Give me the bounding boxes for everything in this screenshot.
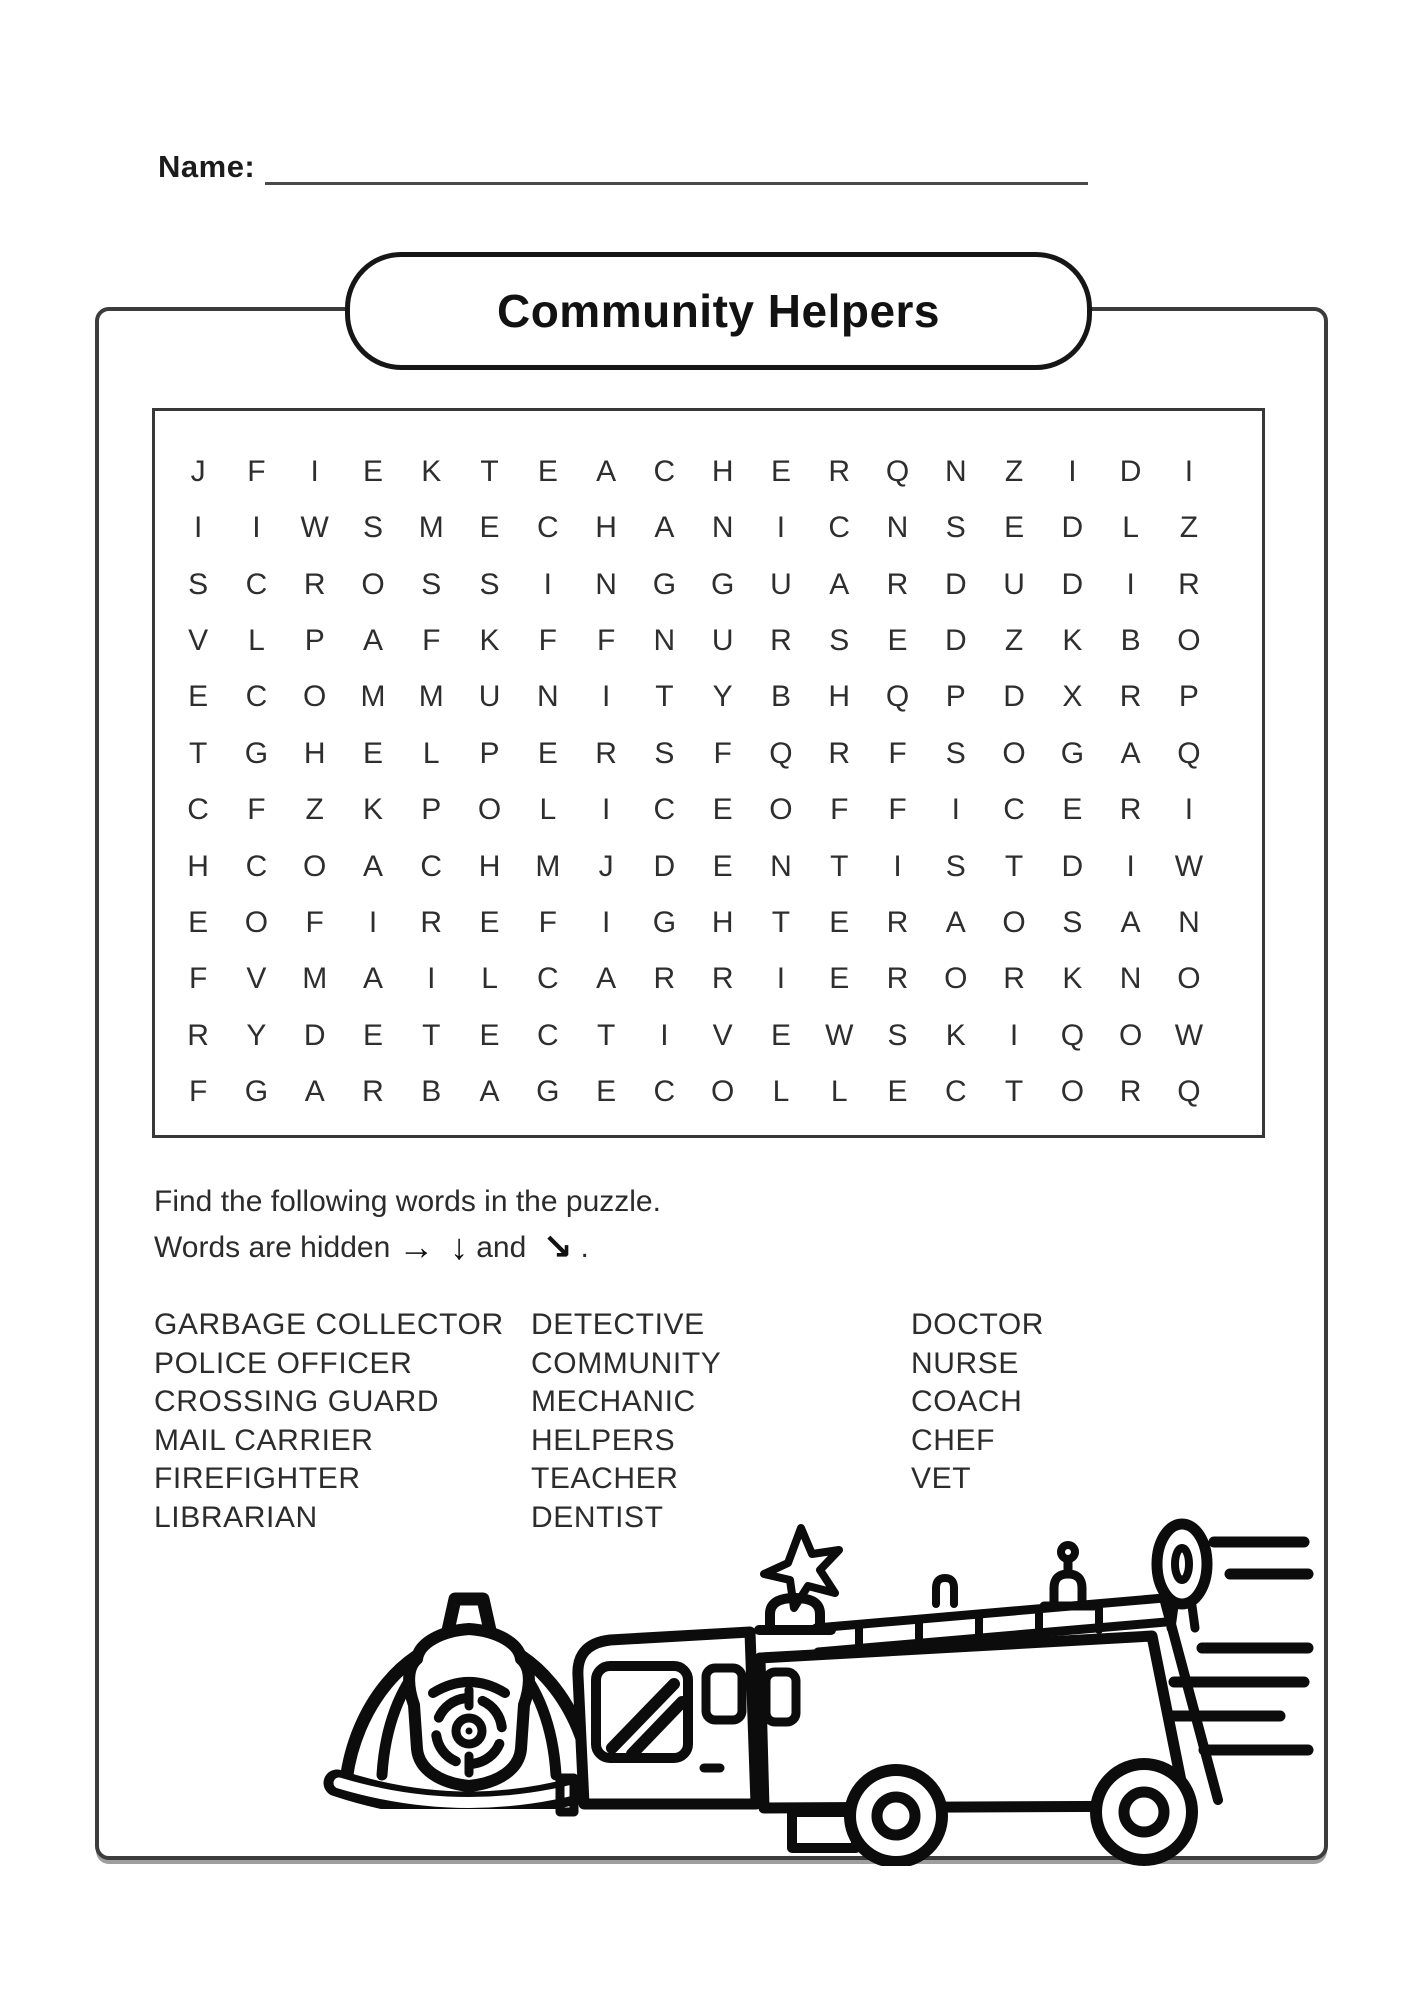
grid-letter: I (1184, 793, 1194, 827)
instructions-line-1: Find the following words in the puzzle. (154, 1185, 661, 1218)
grid-letter: M (302, 962, 328, 996)
grid-letter: S (829, 624, 850, 658)
grid-letter: I (660, 1018, 669, 1052)
grid-letter: E (596, 1074, 617, 1108)
grid-letter: H (595, 511, 617, 545)
grid-letter: Q (1177, 1074, 1201, 1108)
grid-letter: I (601, 680, 611, 714)
grid-letter: V (712, 1018, 733, 1052)
grid-letter: W (1174, 1018, 1204, 1052)
grid-letter: M (535, 849, 561, 883)
grid-letter: L (830, 1074, 848, 1108)
grid-letter: O (244, 905, 269, 939)
grid-letter: S (945, 511, 966, 545)
grid-letter: N (1119, 962, 1142, 996)
grid-row (169, 511, 1218, 545)
grid-letter: Q (885, 680, 910, 714)
grid-letter: E (829, 905, 850, 939)
grid-letter: R (420, 905, 443, 939)
grid-letter: U (478, 680, 501, 714)
word-item: FIREFIGHTER (154, 1462, 361, 1495)
word-item: DOCTOR (911, 1308, 1045, 1341)
grid-letter: I (1184, 455, 1194, 488)
grid-letter: V (188, 624, 209, 658)
grid-letter: U (1003, 567, 1025, 601)
grid-letter: H (828, 680, 851, 714)
grid-letter: R (828, 455, 851, 488)
grid-letter: O (1177, 962, 1201, 996)
grid-letter: R (1003, 962, 1025, 996)
grid-letter: I (252, 511, 261, 545)
grid-letter: W (1174, 849, 1204, 883)
grid-letter: F (188, 1074, 208, 1108)
grid-letter: C (245, 849, 268, 883)
grid-letter: A (362, 962, 383, 996)
grid-letter: I (1126, 849, 1135, 883)
grid-letter: E (479, 511, 500, 545)
word-item: HELPERS (531, 1423, 676, 1457)
grid-letter: R (1119, 680, 1142, 714)
grid-letter: R (595, 736, 617, 770)
grid-letter: Z (1004, 455, 1024, 488)
word-column (154, 1306, 504, 1537)
grid-letter: G (244, 736, 269, 770)
grid-row (169, 906, 1218, 940)
grid-letter: W (825, 1018, 854, 1052)
grid-letter: A (304, 1074, 325, 1108)
grid-letter: A (654, 511, 675, 545)
word-item: CHEF (911, 1423, 996, 1457)
grid-letter: G (652, 905, 677, 939)
grid-letter: I (776, 962, 786, 996)
grid-letter: R (1119, 1074, 1142, 1108)
grid-letter: C (828, 511, 851, 545)
grid-letter: C (653, 1074, 676, 1108)
grid-letter: G (244, 1074, 269, 1108)
grid-letter: C (944, 1074, 967, 1108)
grid-letter: Q (885, 455, 910, 488)
grid-letter: T (655, 680, 674, 714)
grid-letter: R (770, 624, 792, 658)
grid-letter: D (944, 624, 967, 658)
grid-letter: F (713, 736, 732, 770)
arrow-right-icon: → (398, 1226, 435, 1267)
grid-row (169, 793, 1218, 827)
grid-letter: I (893, 849, 902, 883)
grid-letter: H (711, 455, 734, 488)
grid-letter: O (361, 567, 385, 601)
grid-letter: C (245, 680, 268, 714)
grid-letter: K (421, 455, 442, 488)
grid-letter: P (479, 736, 500, 770)
grid-letter: L (1122, 511, 1139, 545)
grid-letter: S (654, 736, 675, 770)
word-item: COMMUNITY (531, 1346, 722, 1380)
grid-letter: I (543, 567, 552, 601)
grid-letter: H (478, 849, 501, 883)
grid-letter: P (1178, 680, 1199, 714)
worksheet-frame (95, 307, 1328, 1860)
grid-letter: I (1009, 1018, 1019, 1052)
grid-letter: D (1061, 567, 1084, 601)
grid-letter: D (1003, 680, 1025, 714)
grid-letter: L (772, 1074, 790, 1108)
grid-letter: U (770, 567, 792, 601)
grid-letter: W (300, 511, 329, 545)
grid-letter: Z (1004, 624, 1024, 658)
grid-letter: F (247, 793, 266, 827)
word-column (911, 1306, 1044, 1499)
grid-letter: M (360, 680, 386, 714)
grid-row (169, 1019, 1218, 1053)
grid-letter: O (477, 793, 502, 827)
grid-row (169, 680, 1218, 714)
grid-letter: L (481, 962, 498, 996)
grid-letter: H (711, 905, 734, 939)
grid-letter: O (1118, 1018, 1143, 1052)
grid-letter: X (1062, 680, 1083, 714)
grid-letter: K (1062, 624, 1083, 658)
grid-letter: G (1060, 736, 1085, 770)
grid-letter: O (303, 849, 327, 883)
grid-letter: D (1061, 511, 1084, 545)
name-row (158, 148, 1088, 185)
grid-letter: O (303, 680, 327, 714)
grid-letter: R (362, 1074, 384, 1108)
grid-letter: K (479, 624, 500, 658)
grid-letter: R (187, 1018, 209, 1052)
grid-letter: H (187, 849, 209, 883)
grid-letter: C (536, 1018, 559, 1052)
grid-letter: E (362, 455, 383, 488)
grid-letter: D (303, 1018, 326, 1052)
grid-letter: P (304, 624, 325, 658)
grid-letter: Q (1060, 1018, 1085, 1052)
grid-letter: G (711, 567, 735, 601)
grid-letter: A (479, 1074, 500, 1108)
grid-letter: F (188, 962, 208, 996)
grid-letter: R (886, 905, 909, 939)
grid-letter: F (538, 905, 557, 939)
grid-letter: M (418, 511, 444, 545)
grid-letter: E (479, 1018, 500, 1052)
grid-letter: Y (246, 1018, 267, 1052)
grid-letter: O (1177, 624, 1201, 658)
grid-letter: D (1119, 455, 1142, 488)
grid-letter: I (368, 905, 378, 939)
grid-letter: O (944, 962, 968, 996)
grid-letter: I (601, 905, 611, 939)
grid-letter: A (362, 624, 383, 658)
grid-letter: N (886, 511, 909, 545)
grid-letter: T (1004, 849, 1024, 883)
grid-letter: R (1119, 793, 1142, 827)
grid-letter: E (887, 624, 908, 658)
word-item: MECHANIC (531, 1385, 696, 1418)
grid-letter: Y (712, 680, 733, 714)
grid-letter: C (187, 793, 209, 827)
grid-letter: A (1120, 736, 1141, 770)
grid-letter: R (303, 567, 326, 601)
grid-letter: C (653, 455, 676, 488)
grid-letter: O (1002, 905, 1026, 939)
word-item: TEACHER (531, 1462, 679, 1495)
grid-letter: S (945, 736, 966, 770)
grid-letter: D (653, 849, 676, 883)
instructions-line-2: Words are hidden → ↓ and ↘ . (154, 1226, 589, 1267)
grid-letter: T (188, 736, 208, 770)
grid-letter: T (596, 1018, 616, 1052)
grid-letter: Q (769, 736, 793, 770)
word-item: COACH (911, 1385, 1023, 1418)
grid-letter: G (652, 567, 677, 601)
title-banner (345, 252, 1092, 370)
grid-letter: T (480, 455, 499, 488)
grid-letter: E (712, 793, 733, 827)
grid-letter: P (945, 680, 966, 714)
grid-letter: T (422, 1018, 441, 1052)
grid-letter: A (362, 849, 383, 883)
grid-letter: E (887, 1074, 908, 1108)
grid-letter: F (422, 624, 441, 658)
grid-letter: C (653, 793, 676, 827)
grid-letter: F (247, 455, 266, 488)
grid-row (169, 850, 1218, 884)
grid-letter: O (1060, 1074, 1085, 1108)
grid-letter: E (479, 905, 500, 939)
grid-letter: B (770, 680, 791, 714)
grid-letter: A (596, 455, 617, 488)
grid-letter: A (1120, 905, 1141, 939)
word-item: VET (911, 1462, 972, 1495)
word-item: LIBRARIAN (154, 1500, 318, 1534)
grid-letter: F (888, 793, 907, 827)
grid-letter: I (1068, 455, 1077, 488)
grid-letter: D (944, 567, 967, 601)
grid-letter: E (188, 680, 209, 714)
grid-letter: I (193, 511, 203, 545)
grid-letter: I (427, 962, 436, 996)
grid-letter: I (1126, 567, 1135, 601)
grid-letter: L (248, 624, 265, 658)
grid-letter: B (421, 1074, 442, 1108)
grid-letter: N (1178, 905, 1200, 939)
grid-letter: E (537, 736, 558, 770)
grid-letter: I (310, 455, 319, 488)
grid-letter: Z (305, 793, 324, 827)
grid-letter: C (245, 567, 268, 601)
grid-letter: P (421, 793, 442, 827)
grid-letter: A (945, 905, 966, 939)
grid-letter: R (1178, 567, 1200, 601)
instructions (154, 1179, 661, 1270)
grid-letter: B (1120, 624, 1141, 658)
grid-letter: K (1062, 962, 1083, 996)
grid-letter: N (944, 455, 967, 488)
grid-letter: E (770, 455, 791, 488)
grid-letter: N (595, 567, 617, 601)
grid-row (169, 568, 1218, 602)
grid-letter: C (420, 849, 443, 883)
word-item: CROSSING GUARD (154, 1385, 440, 1418)
grid-letter: A (829, 567, 850, 601)
word-column (531, 1306, 721, 1537)
word-item: DENTIST (531, 1500, 664, 1534)
grid-letter: L (422, 736, 440, 770)
grid-letter: O (769, 793, 793, 827)
grid-letter: M (418, 680, 444, 714)
grid-row (169, 962, 1218, 996)
grid-letter: J (190, 455, 206, 488)
grid-letter: R (886, 962, 909, 996)
grid-letter: F (888, 736, 907, 770)
grid-letter: E (770, 1018, 791, 1052)
grid-letter: E (362, 736, 383, 770)
grid-letter: C (1003, 793, 1025, 827)
grid-letter: H (303, 736, 326, 770)
grid-letter: O (1002, 736, 1026, 770)
grid-letter: T (830, 849, 849, 883)
grid-letter: S (188, 567, 209, 601)
grid-row (169, 1075, 1218, 1109)
grid-letter: R (711, 962, 734, 996)
word-item: GARBAGE COLLECTOR (154, 1308, 504, 1341)
grid-letter: S (1062, 905, 1083, 939)
grid-letter: T (771, 905, 791, 939)
grid-letter: R (653, 962, 676, 996)
arrow-down-icon: ↓ (450, 1226, 469, 1267)
grid-letter: C (536, 962, 559, 996)
grid-letter: G (536, 1074, 560, 1108)
grid-letter: K (362, 793, 383, 827)
grid-letter: F (596, 624, 616, 658)
grid-letter: S (362, 511, 383, 545)
word-item: MAIL CARRIER (154, 1423, 374, 1457)
grid-letter: T (1004, 1074, 1024, 1108)
grid-letter: F (830, 793, 849, 827)
grid-letter: F (305, 905, 324, 939)
grid-letter: A (596, 962, 617, 996)
grid-letter: E (829, 962, 850, 996)
grid-letter: E (537, 455, 558, 488)
page-title: Community Helpers (496, 285, 941, 337)
word-item: DETECTIVE (531, 1308, 705, 1341)
grid-letter: I (601, 793, 611, 827)
word-search-grid (152, 408, 1265, 1138)
grid-letter: N (536, 680, 559, 714)
grid-letter: E (362, 1018, 383, 1052)
grid-letter: L (539, 793, 557, 827)
grid-letter: S (479, 567, 500, 601)
grid-letter: K (945, 1018, 966, 1052)
grid-row (169, 737, 1218, 771)
grid-letter: E (1062, 793, 1083, 827)
grid-letter: Q (1177, 736, 1201, 770)
word-item: NURSE (911, 1346, 1020, 1380)
grid-row (169, 455, 1218, 489)
grid-row (169, 624, 1218, 658)
grid-letter: R (886, 567, 909, 601)
grid-letter: E (712, 849, 733, 883)
grid-letter: S (421, 567, 442, 601)
grid-letter: J (598, 849, 614, 883)
grid-letter: O (711, 1074, 735, 1108)
fire-truck-icon (554, 1506, 1314, 1866)
word-item: POLICE OFFICER (154, 1346, 413, 1380)
grid-letter: E (1004, 511, 1025, 545)
grid-letter: Z (1179, 511, 1199, 545)
grid-letter: D (1061, 849, 1084, 883)
grid-letter: N (711, 511, 734, 545)
grid-letter: R (828, 736, 851, 770)
grid-letter: F (538, 624, 557, 658)
grid-letter: V (246, 962, 267, 996)
name-label: Name: (158, 149, 256, 184)
grid-letter: S (945, 849, 966, 883)
grid-letter: S (887, 1018, 908, 1052)
grid-letter: C (536, 511, 559, 545)
grid-letter: I (951, 793, 960, 827)
grid-letter: I (776, 511, 786, 545)
grid-letter: N (653, 624, 676, 658)
arrow-diagonal-icon: ↘ (542, 1226, 573, 1267)
grid-letter: N (770, 849, 792, 883)
grid-letter: E (188, 905, 209, 939)
name-blank-line (265, 148, 1088, 185)
grid-letter: U (711, 624, 734, 658)
